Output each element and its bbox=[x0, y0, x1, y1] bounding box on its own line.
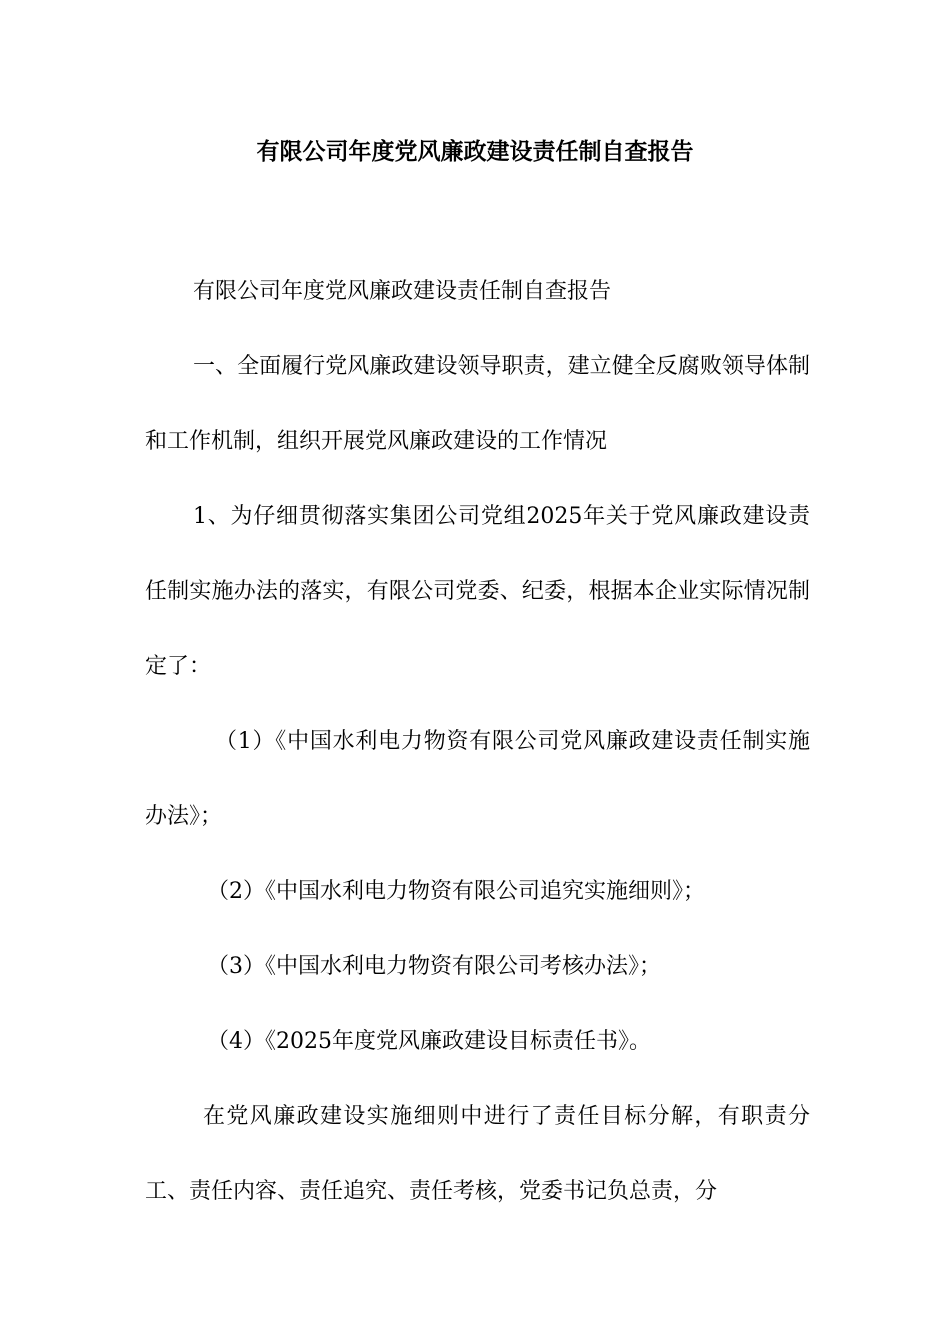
paragraph-item-one: 1、为仔细贯彻落实集团公司党组2025年关于党风廉政建设责任制实施办法的落实，有限公司党委、纪委，根据本企业实际情况制定了： bbox=[145, 504, 810, 679]
paragraph-responsibility: 在党风廉政建设实施细则中进行了责任目标分解，有职责分工、责任内容、责任追究、责任考核，党委书记负总责，分 bbox=[145, 1104, 810, 1204]
document-body bbox=[145, 254, 810, 1229]
paragraph-heading-repeat: 有限公司年度党风廉政建设责任制自查报告 bbox=[193, 279, 612, 304]
paragraph-list-item-3: （3）《中国水利电力物资有限公司考核办法》； bbox=[207, 954, 661, 979]
paragraph-list-item-4: （4）《2025年度党风廉政建设目标责任书》。 bbox=[207, 1029, 651, 1054]
paragraph-list-item-2: （2）《中国水利电力物资有限公司追究实施细则》； bbox=[207, 879, 705, 904]
page-title: 有限公司年度党风廉政建设责任制自查报告 bbox=[256, 139, 694, 165]
paragraph-list-item-1: （1）《中国水利电力物资有限公司党风廉政建设责任制实施办法》； bbox=[145, 729, 810, 829]
paragraph-section-one: 一、全面履行党风廉政建设领导职责，建立健全反腐败领导体制和工作机制，组织开展党风廉政建设的工作情况 bbox=[145, 354, 810, 454]
